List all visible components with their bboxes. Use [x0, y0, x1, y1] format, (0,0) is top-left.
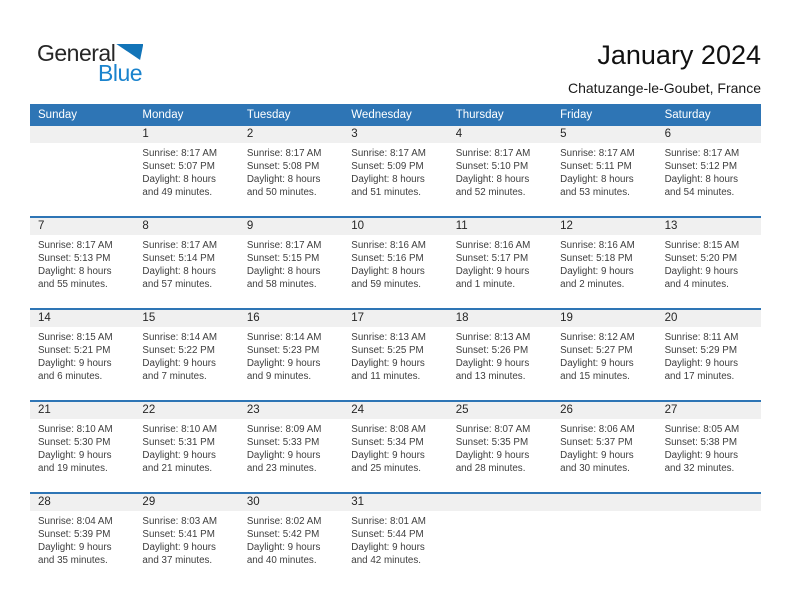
day-details: [30, 511, 134, 567]
detail-line: and 49 minutes.: [142, 187, 213, 198]
detail-line: Sunset: 5:12 PM: [664, 161, 737, 172]
detail-line: Sunrise: 8:08 AM: [351, 424, 426, 435]
detail-line: Daylight: 8 hours: [246, 266, 321, 277]
detail-line: and 42 minutes.: [351, 555, 421, 566]
detail-line: Sunrise: 8:15 AM: [664, 240, 740, 251]
logo-text-blue: Blue: [98, 60, 143, 86]
logo: [37, 42, 143, 85]
detail-line: and 11 minutes.: [351, 371, 421, 382]
detail-line: Sunrise: 8:10 AM: [142, 424, 218, 435]
detail-line: Sunrise: 8:17 AM: [246, 240, 322, 251]
detail-line: Daylight: 9 hours: [664, 450, 739, 461]
detail-line: Daylight: 8 hours: [246, 174, 321, 185]
detail-line: Daylight: 9 hours: [142, 358, 216, 369]
day-cell: [239, 310, 343, 400]
detail-line: Daylight: 9 hours: [560, 266, 634, 277]
day-details: [657, 235, 761, 291]
day-number: [30, 126, 134, 143]
day-details: [448, 143, 552, 199]
detail-line: and 13 minutes.: [455, 371, 526, 382]
day-number: 11: [448, 218, 552, 235]
title-block: [568, 40, 761, 96]
day-details: [343, 419, 447, 475]
weekday-header-cell: Thursday: [455, 109, 504, 121]
day-details: [134, 419, 238, 475]
detail-line: Sunrise: 8:01 AM: [351, 516, 426, 527]
day-number: [552, 494, 656, 511]
detail-line: and 50 minutes.: [246, 187, 317, 198]
detail-line: Sunrise: 8:17 AM: [455, 148, 531, 159]
day-details: [134, 511, 238, 567]
detail-line: Daylight: 9 hours: [455, 358, 530, 369]
detail-line: Sunset: 5:23 PM: [246, 345, 320, 356]
day-number: 8: [134, 218, 238, 235]
detail-line: and 40 minutes.: [246, 555, 317, 566]
day-cell: [552, 310, 656, 400]
detail-line: Daylight: 9 hours: [351, 542, 425, 553]
day-number: 9: [239, 218, 343, 235]
detail-line: Daylight: 9 hours: [142, 542, 216, 553]
day-details: [343, 511, 447, 567]
empty-day-cell: [552, 494, 656, 584]
detail-line: and 32 minutes.: [664, 463, 735, 474]
day-number: 27: [657, 402, 761, 419]
day-cell: [448, 402, 552, 492]
detail-line: and 55 minutes.: [38, 279, 108, 290]
day-number: 4: [448, 126, 552, 143]
detail-line: Daylight: 9 hours: [560, 358, 634, 369]
detail-line: Sunset: 5:10 PM: [455, 161, 529, 172]
day-details: [134, 143, 238, 199]
detail-line: Sunrise: 8:17 AM: [664, 148, 740, 159]
detail-line: Sunrise: 8:04 AM: [38, 516, 113, 527]
detail-line: Sunset: 5:42 PM: [246, 529, 320, 540]
detail-line: and 35 minutes.: [38, 555, 108, 566]
day-number: 1: [134, 126, 238, 143]
detail-line: Sunrise: 8:16 AM: [351, 240, 426, 251]
day-cell: [134, 218, 238, 308]
detail-line: Sunset: 5:25 PM: [351, 345, 424, 356]
detail-line: Daylight: 9 hours: [351, 450, 425, 461]
detail-line: and 15 minutes.: [560, 371, 630, 382]
day-number: [448, 494, 552, 511]
detail-line: Sunset: 5:21 PM: [38, 345, 111, 356]
detail-line: Daylight: 9 hours: [38, 450, 112, 461]
day-cell: [134, 402, 238, 492]
day-number: 16: [239, 310, 343, 327]
week-row: [30, 492, 761, 584]
day-number: 18: [448, 310, 552, 327]
weekday-header-cell: Saturday: [664, 109, 711, 121]
detail-line: and 53 minutes.: [560, 187, 630, 198]
detail-line: Sunrise: 8:11 AM: [664, 332, 739, 343]
day-cell: [343, 310, 447, 400]
day-details: [448, 235, 552, 291]
day-cell: [657, 310, 761, 400]
day-details: [343, 327, 447, 383]
day-cell: [552, 126, 656, 216]
detail-line: Sunset: 5:11 PM: [560, 161, 632, 172]
detail-line: Sunset: 5:31 PM: [142, 437, 215, 448]
detail-line: Sunrise: 8:15 AM: [38, 332, 113, 343]
detail-line: and 58 minutes.: [246, 279, 317, 290]
detail-line: Sunrise: 8:06 AM: [560, 424, 635, 435]
day-details: [657, 327, 761, 383]
day-cell: [657, 218, 761, 308]
day-details: [552, 143, 656, 199]
logo-triangle-icon: [116, 44, 143, 60]
day-cell: [239, 218, 343, 308]
detail-line: Daylight: 8 hours: [142, 266, 216, 277]
detail-line: Sunrise: 8:09 AM: [246, 424, 322, 435]
detail-line: Sunrise: 8:17 AM: [246, 148, 322, 159]
day-number: 17: [343, 310, 447, 327]
empty-day-cell: [657, 494, 761, 584]
detail-line: and 52 minutes.: [455, 187, 526, 198]
day-cell: [552, 402, 656, 492]
detail-line: Daylight: 8 hours: [351, 174, 425, 185]
day-cell: [134, 310, 238, 400]
day-number: 10: [343, 218, 447, 235]
day-cell: [239, 402, 343, 492]
detail-line: Sunset: 5:34 PM: [351, 437, 424, 448]
week-row: [30, 400, 761, 492]
day-details: [552, 327, 656, 383]
day-number: 31: [343, 494, 447, 511]
detail-line: Sunset: 5:26 PM: [455, 345, 529, 356]
detail-line: and 51 minutes.: [351, 187, 421, 198]
weekday-header-cell: Monday: [142, 109, 184, 121]
detail-line: and 17 minutes.: [664, 371, 735, 382]
week-row: [30, 308, 761, 400]
day-number: 29: [134, 494, 238, 511]
detail-line: Sunset: 5:30 PM: [38, 437, 111, 448]
detail-line: Sunset: 5:22 PM: [142, 345, 215, 356]
day-details: [134, 327, 238, 383]
detail-line: and 23 minutes.: [246, 463, 317, 474]
detail-line: Sunrise: 8:17 AM: [142, 148, 218, 159]
day-cell: [448, 310, 552, 400]
day-number: 20: [657, 310, 761, 327]
detail-line: Daylight: 9 hours: [246, 542, 321, 553]
detail-line: Sunrise: 8:16 AM: [560, 240, 635, 251]
detail-line: Sunset: 5:44 PM: [351, 529, 424, 540]
day-number: 26: [552, 402, 656, 419]
detail-line: Daylight: 9 hours: [38, 542, 112, 553]
detail-line: Sunrise: 8:16 AM: [455, 240, 531, 251]
day-details: [239, 143, 343, 199]
day-number: 6: [657, 126, 761, 143]
detail-line: Daylight: 9 hours: [38, 358, 112, 369]
detail-line: Daylight: 9 hours: [560, 450, 634, 461]
day-cell: [239, 126, 343, 216]
day-cell: [30, 402, 134, 492]
detail-line: Sunset: 5:37 PM: [560, 437, 633, 448]
day-cell: [239, 494, 343, 584]
detail-line: Sunrise: 8:17 AM: [560, 148, 635, 159]
day-details: [239, 511, 343, 567]
day-details: [239, 419, 343, 475]
day-cell: [448, 126, 552, 216]
detail-line: Sunrise: 8:10 AM: [38, 424, 113, 435]
day-number: 21: [30, 402, 134, 419]
day-details: [343, 235, 447, 291]
detail-line: Daylight: 9 hours: [246, 450, 321, 461]
detail-line: Sunrise: 8:07 AM: [455, 424, 531, 435]
day-details: [30, 419, 134, 475]
day-details: [134, 235, 238, 291]
location-subtitle: Chatuzange-le-Goubet, France: [568, 80, 761, 96]
day-cell: [30, 310, 134, 400]
detail-line: Daylight: 9 hours: [664, 358, 739, 369]
detail-line: Sunset: 5:29 PM: [664, 345, 737, 356]
day-details: [30, 327, 134, 383]
day-number: 7: [30, 218, 134, 235]
weekday-header-cell: Friday: [560, 109, 593, 121]
detail-line: Sunrise: 8:17 AM: [38, 240, 113, 251]
day-cell: [343, 218, 447, 308]
detail-line: and 9 minutes.: [246, 371, 312, 382]
detail-line: Sunset: 5:09 PM: [351, 161, 424, 172]
detail-line: Sunrise: 8:12 AM: [560, 332, 635, 343]
day-number: 14: [30, 310, 134, 327]
day-number: [657, 494, 761, 511]
calendar-table: [30, 104, 761, 584]
day-number: 22: [134, 402, 238, 419]
day-details: [239, 327, 343, 383]
day-details: [343, 143, 447, 199]
detail-line: Sunrise: 8:05 AM: [664, 424, 740, 435]
day-cell: [657, 402, 761, 492]
detail-line: Daylight: 9 hours: [246, 358, 321, 369]
detail-line: Sunrise: 8:13 AM: [455, 332, 531, 343]
detail-line: Sunset: 5:08 PM: [246, 161, 320, 172]
day-cell: [30, 218, 134, 308]
detail-line: Sunset: 5:13 PM: [38, 253, 111, 264]
detail-line: and 57 minutes.: [142, 279, 213, 290]
detail-line: Sunset: 5:17 PM: [455, 253, 529, 264]
day-cell: [134, 494, 238, 584]
day-details: [657, 143, 761, 199]
weekday-header-cell: Wednesday: [351, 109, 412, 121]
detail-line: Sunset: 5:39 PM: [38, 529, 111, 540]
detail-line: Sunrise: 8:14 AM: [142, 332, 218, 343]
day-number: 5: [552, 126, 656, 143]
day-number: 23: [239, 402, 343, 419]
detail-line: and 30 minutes.: [560, 463, 630, 474]
detail-line: Daylight: 8 hours: [142, 174, 216, 185]
detail-line: Sunset: 5:41 PM: [142, 529, 215, 540]
day-cell: [657, 126, 761, 216]
weekday-header-cell: Tuesday: [246, 109, 291, 121]
day-details: [657, 419, 761, 475]
detail-line: and 19 minutes.: [38, 463, 108, 474]
detail-line: and 2 minutes.: [560, 279, 625, 290]
day-number: 3: [343, 126, 447, 143]
day-cell: [448, 218, 552, 308]
day-number: 24: [343, 402, 447, 419]
detail-line: and 59 minutes.: [351, 279, 421, 290]
detail-line: Daylight: 8 hours: [38, 266, 112, 277]
day-details: [448, 327, 552, 383]
day-details: [657, 511, 761, 515]
logo-text-general: General: [37, 40, 116, 66]
day-number: 19: [552, 310, 656, 327]
day-details: [448, 419, 552, 475]
detail-line: Sunset: 5:18 PM: [560, 253, 633, 264]
detail-line: Sunrise: 8:17 AM: [351, 148, 426, 159]
detail-line: Daylight: 9 hours: [455, 450, 530, 461]
empty-day-cell: [30, 126, 134, 216]
day-details: [552, 511, 656, 515]
day-cell: [552, 218, 656, 308]
day-cell: [343, 494, 447, 584]
day-details: [552, 419, 656, 475]
empty-day-cell: [448, 494, 552, 584]
detail-line: Sunrise: 8:14 AM: [246, 332, 322, 343]
detail-line: Daylight: 8 hours: [664, 174, 739, 185]
day-number: 13: [657, 218, 761, 235]
detail-line: Sunset: 5:15 PM: [246, 253, 320, 264]
detail-line: and 6 minutes.: [38, 371, 103, 382]
day-number: 15: [134, 310, 238, 327]
detail-line: and 37 minutes.: [142, 555, 213, 566]
detail-line: Sunrise: 8:13 AM: [351, 332, 426, 343]
day-number: 30: [239, 494, 343, 511]
day-cell: [30, 494, 134, 584]
detail-line: and 7 minutes.: [142, 371, 207, 382]
day-details: [30, 143, 134, 147]
day-cell: [343, 126, 447, 216]
detail-line: and 28 minutes.: [455, 463, 526, 474]
detail-line: and 4 minutes.: [664, 279, 729, 290]
detail-line: Sunset: 5:16 PM: [351, 253, 424, 264]
detail-line: and 54 minutes.: [664, 187, 735, 198]
detail-line: Sunrise: 8:03 AM: [142, 516, 218, 527]
detail-line: Sunrise: 8:17 AM: [142, 240, 218, 251]
detail-line: Sunset: 5:07 PM: [142, 161, 215, 172]
day-number: 25: [448, 402, 552, 419]
detail-line: Sunset: 5:35 PM: [455, 437, 529, 448]
detail-line: and 21 minutes.: [142, 463, 213, 474]
detail-line: Sunset: 5:27 PM: [560, 345, 633, 356]
detail-line: Sunset: 5:20 PM: [664, 253, 737, 264]
day-cell: [343, 402, 447, 492]
month-title: January 2024: [597, 40, 761, 70]
detail-line: Sunset: 5:33 PM: [246, 437, 320, 448]
detail-line: and 1 minute.: [455, 279, 516, 290]
detail-line: and 25 minutes.: [351, 463, 421, 474]
detail-line: Daylight: 8 hours: [455, 174, 530, 185]
day-number: 28: [30, 494, 134, 511]
detail-line: Daylight: 9 hours: [455, 266, 530, 277]
calendar-body: [30, 126, 761, 584]
weekday-header-cell: Sunday: [38, 109, 78, 121]
detail-line: Daylight: 9 hours: [351, 358, 425, 369]
day-cell: [134, 126, 238, 216]
detail-line: Daylight: 9 hours: [664, 266, 739, 277]
weekday-header: [30, 104, 761, 126]
detail-line: Daylight: 8 hours: [560, 174, 634, 185]
week-row: [30, 126, 761, 216]
detail-line: Sunrise: 8:02 AM: [246, 516, 322, 527]
detail-line: Daylight: 8 hours: [351, 266, 425, 277]
day-details: [30, 235, 134, 291]
day-details: [552, 235, 656, 291]
day-details: [239, 235, 343, 291]
detail-line: Sunset: 5:38 PM: [664, 437, 737, 448]
day-details: [448, 511, 552, 515]
detail-line: Sunset: 5:14 PM: [142, 253, 215, 264]
day-number: 2: [239, 126, 343, 143]
detail-line: Daylight: 9 hours: [142, 450, 216, 461]
week-row: [30, 216, 761, 308]
day-number: 12: [552, 218, 656, 235]
